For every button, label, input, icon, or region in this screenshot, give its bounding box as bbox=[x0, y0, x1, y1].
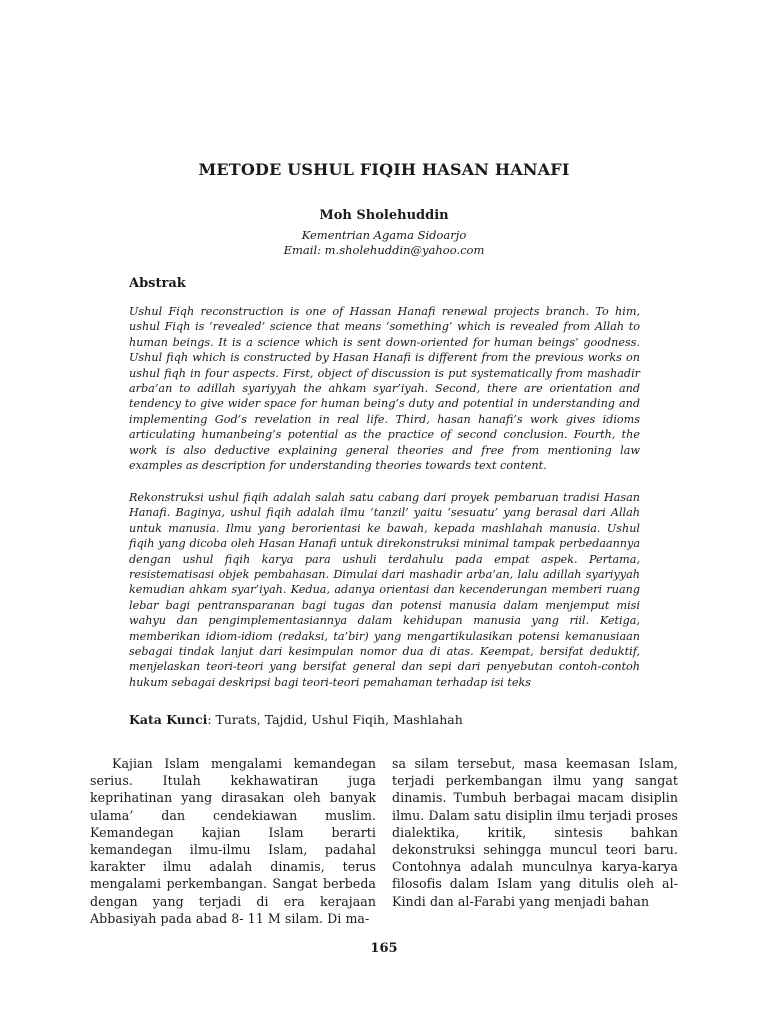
body-left-column: Kajian Islam mengalami kemandegan serius. Itulah kekhawatiran juga keprihatinan yang dirasakan oleh banyak ulama’ dan cendekiawan muslim. Kemandegan kajian Islam berarti kemandegan ilmu-ilmu Islam, padahal karakter ilmu adalah dinamis, terus mengalami perkembangan. Sangat berbeda dengan yang terjadi di era kerajaan Abbasiyah pada abad 8- 11 M silam. Di ma- bbox=[90, 756, 376, 926]
author-affiliation-block bbox=[0, 228, 768, 258]
abstract-heading: Abstrak bbox=[129, 276, 186, 291]
keywords-separator: : bbox=[207, 712, 216, 727]
page-number: 165 bbox=[370, 941, 398, 956]
keywords-line bbox=[129, 712, 640, 727]
keywords-text: Turats, Tajdid, Ushul Fiqih, Mashlahah bbox=[215, 712, 463, 727]
abstract-english: Ushul Fiqh reconstruction is one of Hassan Hanafi renewal projects branch. To him, ushul Fiqh is ‘revealed’ science that means ‘something’ which is revealed from Allah to human beings. It is a science which is sent down-oriented for human beings’ goodness. Ushul fiqh which is constructed by Hasan Hanafi is different from the previous works on ushul fiqh in four aspects. First, object of discussion is put systematically from mashadir arba’an to adillah syariyyah the ahkam syar’iyah. Second, there are orientation and tendency to give wider space for human being’s duty and potential in understanding and implementing God’s revelation in real life. Third, hasan hanafi’s work gives idioms articulating humanbeing’s potential as the practice of second conclusion. Fourth, the work is also deductive explaining general theories and free from mentioning law examples as description for understanding theories towards text content. bbox=[129, 305, 640, 473]
author-name: Moh Sholehuddin bbox=[319, 208, 449, 223]
author-email: Email: m.sholehuddin@yahoo.com bbox=[283, 243, 485, 257]
paper-title: METODE USHUL FIQIH HASAN HANAFI bbox=[198, 160, 570, 179]
abstract-indonesian: Rekonstruksi ushul fiqih adalah salah satu cabang dari proyek pembaruan tradisi Hasan Hanafi. Baginya, ushul fiqih adalah ilmu ‘tanzil’ yaitu ‘sesuatu’ yang berasal dari Allah untuk manusia. Ilmu yang berorientasi ke bawah, kepada mashlahah manusia. Ushul fiqih yang dicoba oleh Hasan Hanafi untuk direkonstruksi minimal tampak perbedaannya dengan ushul fiqih karya para ushuli terdahulu pada empat aspek. Pertama, resistematisasi objek pembahasan. Dimulai dari mashadir arba’an, lalu adillah syariyyah kemudian ahkam syar’iyah. Kedua, adanya orientasi dan kecenderungan memberi ruang lebar bagi pentransparanan bagi tugas dan potensi manusia dalam menjemput misi wahyu dan pengimplementasiannya dalam kehidupan manusia yang riil. Ketiga, memberikan idiom-idiom (redaksi, ta’bir) yang mengartikulasikan potensi kemanusiaan sebagai tindak lanjut dari kesimpulan nomor dua di atas. Keempat, bersifat deduktif, menjelaskan teori-teori yang bersifat general dan sepi dari penyebutan contoh-contoh hukum sebagai deskripsi bagi teori-teori pemahaman terhadap isi teks bbox=[129, 491, 640, 689]
keywords-label: Kata Kunci bbox=[129, 712, 208, 727]
body-right-column: sa silam tersebut, masa keemasan Islam, terjadi perkembangan ilmu yang sangat dinamis. Tumbuh berbagai macam disiplin ilmu. Dalam satu disiplin ilmu terjadi proses dialektika, kritik, sintesis bahkan dekonstruksi sehingga muncul teori baru. Contohnya adalah munculnya karya-karya filosofis dalam Islam yang ditulis oleh al-Kindi dan al-Farabi yang menjadi bahan bbox=[392, 756, 678, 909]
affiliation: Kementrian Agama Sidoarjo bbox=[301, 228, 467, 242]
